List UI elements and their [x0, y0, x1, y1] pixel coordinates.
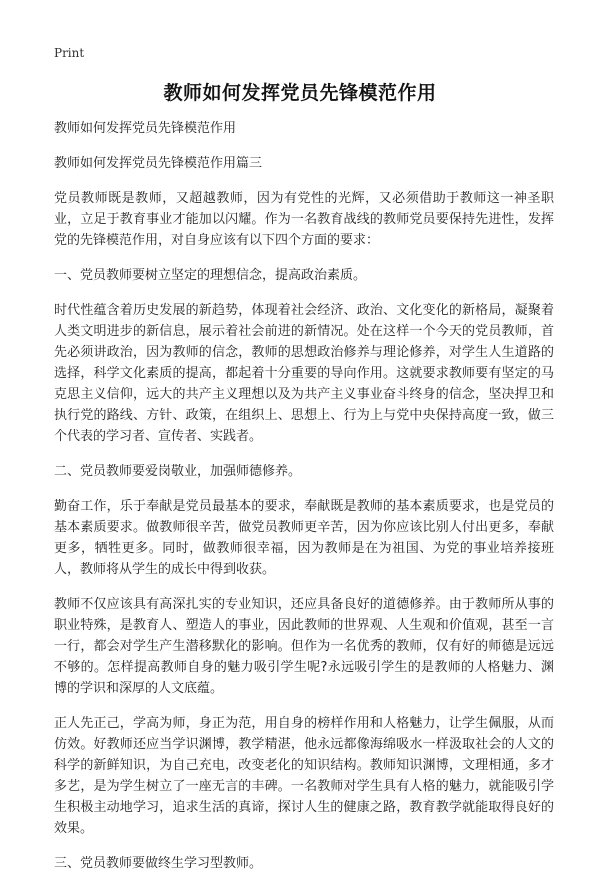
- heading-point-two: 二、党员教师要爱岗敬业，加强师德修养。: [54, 464, 302, 479]
- paragraph-body: 教师不仅应该具有高深扎实的专业知识，还应具备良好的道德修养。由于教师所从事的职业特殊，是教育人、塑造人的事业，因此教师的世界观、人生观和价值观，甚至一言一行，都会对学生产生潜移默化的影响。但作为一名优秀的教师，仅有好的师德是远远不够的。怎样提高教师自身的魅力吸引学生呢?永远吸引学生的是教师的人格魅力、渊博的学识和深厚的人文底蕴。: [54, 597, 554, 696]
- heading-point-one: 一、党员教师要树立坚定的理想信念，提高政治素质。: [54, 268, 367, 283]
- document-title: 教师如何发挥党员先锋模范作用: [163, 82, 437, 104]
- paragraph-body: 勤奋工作，乐于奉献是党员最基本的要求，奉献既是教师的基本素质要求，也是党员的基本素质要求。做教师很辛苦，做党员教师更辛苦，因为你应该比别人付出更多，奉献更多，牺牲更多。同时，做教师很幸福，因为教师是在为祖国、为党的事业培养接班人，教师将从学生的成长中得到收获。: [54, 499, 554, 577]
- paragraph-intro: 党员教师既是教师，又超越教师，因为有党性的光辉，又必须借助于教师这一神圣职业，立足于教育事业才能加以闪耀。作为一名教育战线的教师党员要保持先进性，发挥党的先锋模范作用，对自身应该有以下四个方面的要求：: [54, 191, 554, 248]
- paragraph-body: 正人先正己，学高为师，身正为范，用自身的榜样作用和人格魅力，让学生佩服，从而仿效。好教师还应当学识渊博，教学精湛，他永远都像海绵吸水一样汲取社会的人文的科学的新鲜知识，为自己充电，改变老化的知识结构。教师知识渊博，文理相通，多才多艺，是为学生树立了一座无言的丰碑。一名教师对学生具有人格的魅力，就能吸引学生积极主动地学习，追求生活的真谛，探讨人生的健康之路，教育教学就能取得良好的效果。: [54, 716, 554, 836]
- paragraph-section-label: 教师如何发挥党员先锋模范作用篇三: [54, 156, 263, 171]
- paragraph-body: 时代性蕴含着历史发展的新趋势，体现着社会经济、政治、文化变化的新格局，凝聚着人类文明进步的新信息，展示着社会前进的新情况。处在这样一个今天的党员教师，首先必须讲政治，因为教师的信念，教师的思想政治修养与理论修养，对学生人生道路的选择，科学文化素质的提高，都起着十分重要的导向作用。这就要求教师要有坚定的马克思主义信仰，远大的共产主义理想以及为共产主义事业奋斗终身的信念，坚决捍卫和执行党的路线、方针、政策，在组织上、思想上、行为上与党中央保持高度一致，做三个代表的学习者、宣传者、实践者。: [54, 303, 554, 444]
- document-body: [54, 118, 554, 888]
- print-link[interactable]: Print: [54, 46, 85, 60]
- paragraph-subtitle: 教师如何发挥党员先锋模范作用: [54, 121, 237, 136]
- heading-point-three: 三、党员教师要做终生学习型教师。: [54, 856, 263, 871]
